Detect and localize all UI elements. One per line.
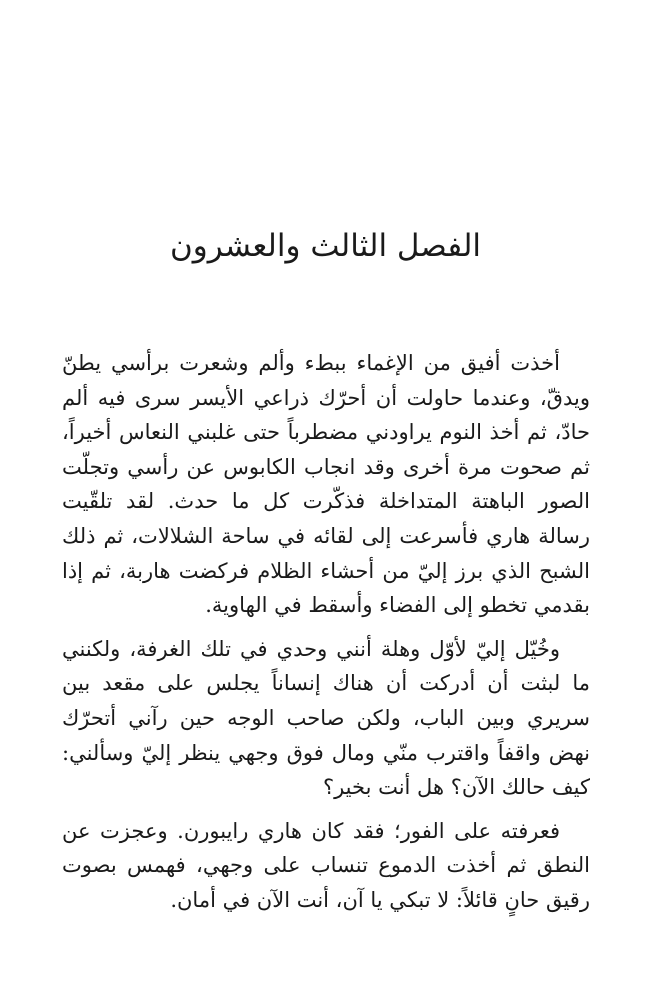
paragraph-3: فعرفته على الفور؛ فقد كان هاري رايبورن. وعجزت عن النطق ثم أخذت الدموع تنساب على وجهي، فهمس بصوت رقيق حانٍ قائلاً: لا تبكي يا آن، أنت الآن في أمان. (62, 818, 590, 912)
paragraph-2: وخُيّل إليّ لأوّل وهلة أنني وحدي في تلك الغرفة، ولكنني ما لبثت أن أدركت أن هناك إنساناً يجلس على مقعد بين سريري وبين الباب، ولكن صاحب الوجه حين رآني أتحرّك نهض واقفاً واقترب منّي ومال فوق وجهي ينظر إليّ وسألني: كيف حالك الآن؟ هل أنت بخير؟ (62, 636, 590, 800)
chapter-title: الفصل الثالث والعشرون (169, 228, 482, 264)
paragraph-1: أخذت أفيق من الإغماء ببطء وألم وشعرت برأسي يطنّ ويدقّ، وعندما حاولت أن أحرّك ذراعي الأيسر سرى فيه ألم حادّ، ثم أخذ النوم يراودني مضطرباً حتى غلبني النعاس أخيراً، ثم صحوت مرة أخرى وقد انجاب الكابوس عن رأسي وتجلّت الصور الباهتة المتداخلة فذكّرت كل ما حدث. لقد تلقّيت رسالة هاري فأسرعت إلى لقائه في ساحة الشلالات، ثم ذلك الشبح الذي برز إليّ من أحشاء الظلام فركضت هاربة، ثم إذا بقدمي تخطو إلى الفضاء وأسقط في الهاوية. (62, 351, 590, 618)
chapter-body (62, 346, 590, 918)
